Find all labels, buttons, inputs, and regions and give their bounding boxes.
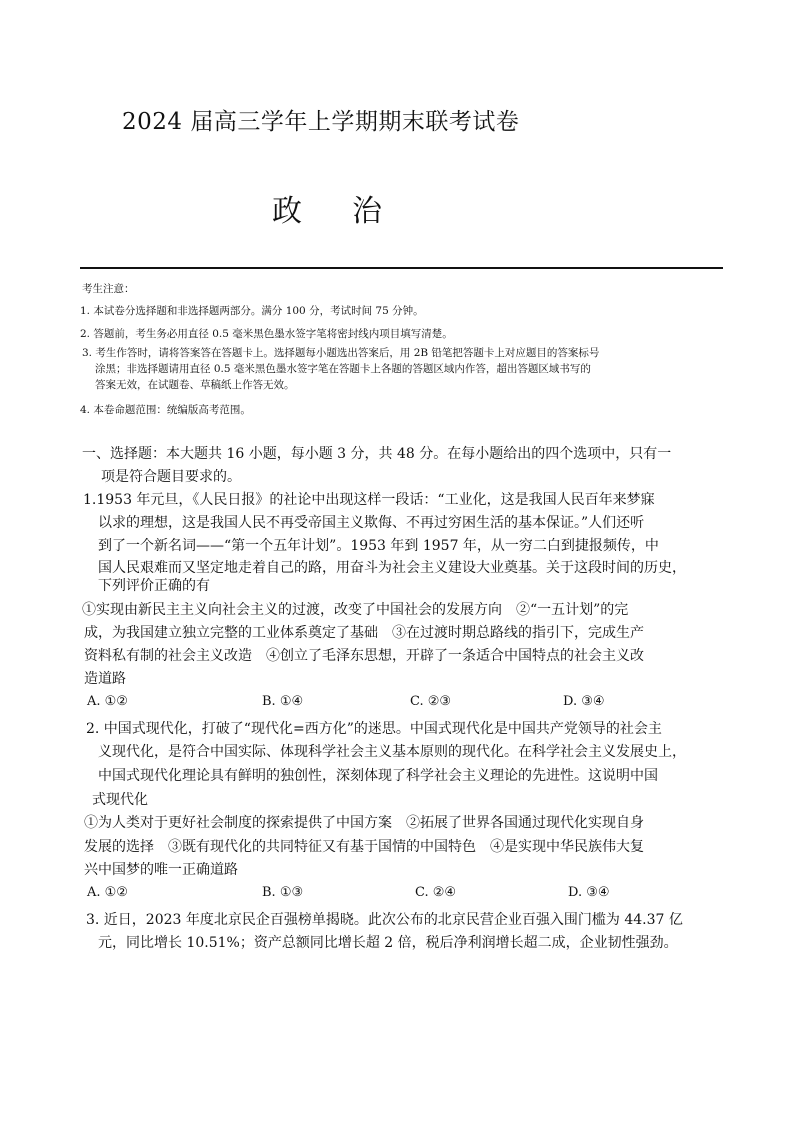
q1-statements-line-3: 资料私有制的社会主义改造 ④创立了毛泽东思想，开辟了一条适合中国特点的社会主义改 [84,648,644,664]
q1-stem-line-1: 1.1953 年元旦，《人民日报》的社论中出现这样一段话：“工业化，这是我国人民百年来梦寐 [83,492,655,508]
notice-heading: 考生注意： [82,283,135,295]
notice-item-4: 4. 本卷命题范围：统编版高考范围。 [80,404,251,416]
q1-option-a[interactable]: A. ①② [87,694,128,709]
q1-statements-line-2: 成，为我国建立独立完整的工业体系奠定了基础 ③在过渡时期总路线的指引下，完成生产 [84,625,644,641]
section-heading-line-1: 一、选择题：本大题共 16 小题，每小题 3 分，共 48 分。在每小题给出的四个选项中，只有一 [82,446,672,462]
q2-option-a[interactable]: A. ①② [87,885,128,900]
q3-stem-line-2: 元，同比增长 10.51%；资产总额同比增长超 2 倍，税后净利润增长超二成，企业韧性强劲。 [98,935,678,951]
notice-item-3-line-3: 答案无效，在试题卷、草稿纸上作答无效。 [95,379,295,391]
q1-option-d[interactable]: D. ③④ [563,694,605,709]
q1-stem-line-2: 以求的理想，这是我国人民不再受帝国主义欺侮、不再过穷困生活的基本保证。”人们还听 [98,515,645,531]
q2-stem-line-1: 2. 中国式现代化，打破了“现代化=西方化”的迷思。中国式现代化是中国共产党领导的社会主 [86,721,662,737]
q1-option-b[interactable]: B. ①④ [262,694,304,709]
subject-title-char-1: 政 [272,194,302,229]
q2-statements-line-1: ①为人类对于更好社会制度的探索提供了中国方案 ②拓展了世界各国通过现代化实现自身 [84,815,644,831]
notice-item-1: 1. 本试卷分选择题和非选择题两部分。满分 100 分，考试时间 75 分钟。 [80,305,424,317]
q1-stem-line-3: 到了一个新名词——“第一个五年计划”。1953 年到 1957 年，从一穷二白到捷报频传，中 [98,538,659,554]
q2-stem-line-3: 中国式现代化理论具有鲜明的独创性，深刻体现了科学社会主义理论的先进性。这说明中国 [98,768,658,784]
q2-stem-line-2: 义现代化，是符合中国实际、体现科学社会主义基本原则的现代化。在科学社会主义发展史上， [98,744,686,760]
exam-title: 2024 届高三学年上学期期末联考试卷 [122,109,520,135]
q3-stem-line-1: 3. 近日，2023 年度北京民企百强榜单揭晓。此次公布的北京民营企业百强入围门槛为 44.37 亿 [86,912,683,928]
q2-statements-line-2: 发展的选择 ③既有现代化的共同特征又有基于国情的中国特色 ④是实现中华民族伟大复 [84,839,644,855]
notice-item-2: 2. 答题前，考生务必用直径 0.5 毫米黑色墨水签字笔将密封线内项目填写清楚。 [80,328,453,340]
q2-stem-line-4: 式现代化 [92,792,148,808]
notice-item-3-line-1: 3. 考生作答时，请将答案答在答题卡上。选择题每小题选出答案后，用 2B 铅笔把答题卡上对应题目的答案标号 [82,347,600,359]
q2-option-b[interactable]: B. ①③ [262,885,304,900]
section-heading-line-2: 项是符合题目要求的。 [101,469,241,485]
q1-statements-line-1: ①实现由新民主主义向社会主义的过渡，改变了中国社会的发展方向 ②“一五计划”的完 [82,602,629,618]
header-divider [80,267,723,269]
q2-statements-line-3: 兴中国梦的唯一正确道路 [84,862,238,878]
subject-title-char-2: 治 [352,194,382,229]
q2-option-d[interactable]: D. ③④ [568,885,610,900]
q2-option-c[interactable]: C. ②④ [415,885,457,900]
notice-item-3-line-2: 涂黑；非选择题请用直径 0.5 毫米黑色墨水签字笔在答题卡上各题的答题区域内作答，超出答题区域书写的 [95,363,591,375]
q1-stem-line-5: 下列评价正确的有 [98,578,210,594]
q1-stem-line-4: 国人民艰难而又坚定地走着自己的路，用奋斗为社会主义建设大业奠基。关于这段时间的历史， [98,560,686,576]
q1-option-c[interactable]: C. ②③ [410,694,452,709]
q1-statements-line-4: 造道路 [84,671,126,687]
